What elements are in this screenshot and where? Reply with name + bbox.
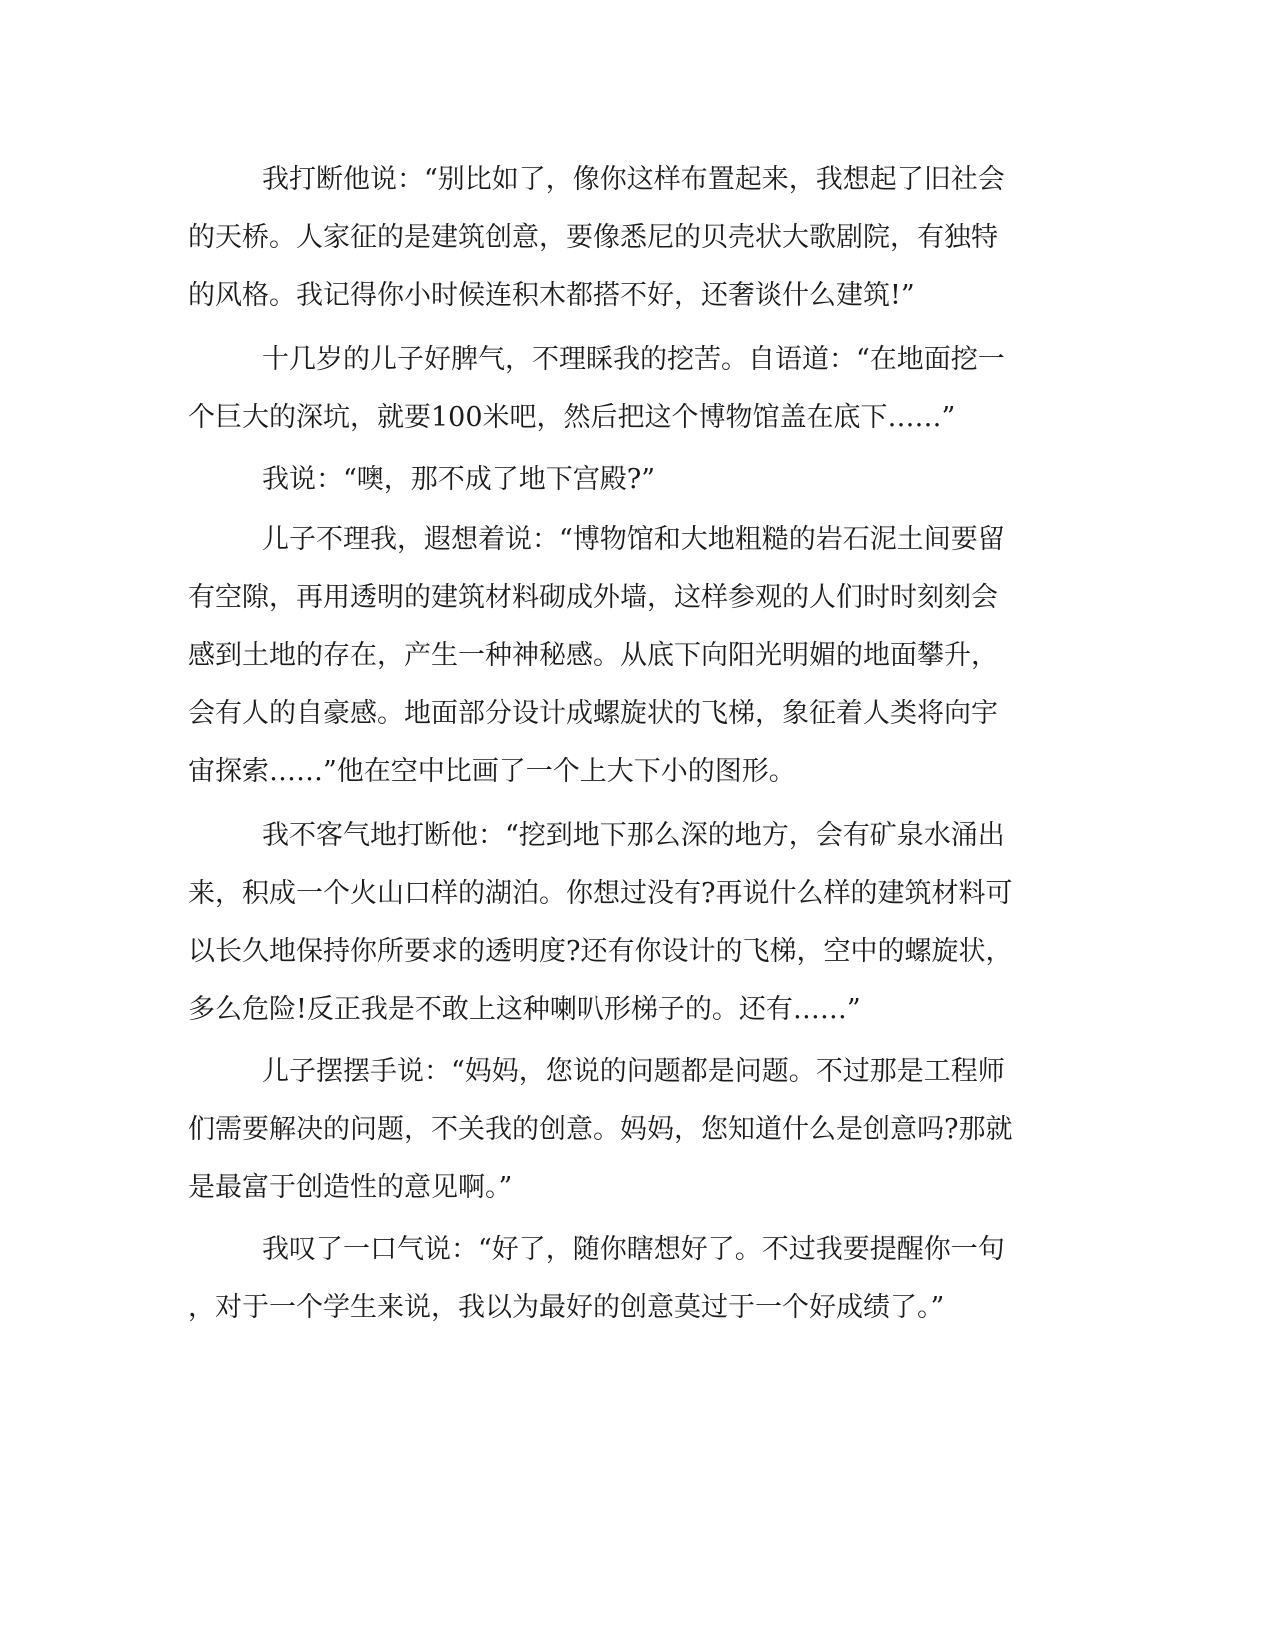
text-line: 会有人的自豪感。地面部分设计成螺旋状的飞梯，象征着人类将向宇 xyxy=(188,698,998,729)
text-line: ，对于一个学生来说，我以为最好的创意莫过于一个好成绩了。” xyxy=(188,1292,945,1323)
text-line: 来，积成一个火山口样的湖泊。你想过没有?再说什么样的建筑材料可 xyxy=(188,878,1013,909)
text-line: 感到土地的存在，产生一种神秘感。从底下向阳光明媚的地面攀升， xyxy=(188,640,998,671)
text-line: 的风格。我记得你小时候连积木都搭不好，还奢谈什么建筑!” xyxy=(188,280,915,311)
text-line: 以长久地保持你所要求的透明度?还有你设计的飞梯，空中的螺旋状， xyxy=(188,936,1013,967)
text-line: 儿子摆摆手说：“妈妈，您说的问题都是问题。不过那是工程师 xyxy=(262,1056,1005,1087)
text-line: 个巨大的深坑，就要100米吧，然后把这个博物馆盖在底下……” xyxy=(188,402,956,433)
text-line: 我打断他说：“别比如了，像你这样布置起来，我想起了旧社会 xyxy=(262,164,1005,195)
text-line: 宙探索……”他在空中比画了一个上大下小的图形。 xyxy=(188,756,796,787)
text-line: 我说：“噢，那不成了地下宫殿?” xyxy=(262,464,656,495)
text-line: 有空隙，再用透明的建筑材料砌成外墙，这样参观的人们时时刻刻会 xyxy=(188,582,998,613)
text-line: 我叹了一口气说：“好了，随你瞎想好了。不过我要提醒你一句 xyxy=(262,1234,1005,1265)
text-line: 是最富于创造性的意见啊。” xyxy=(188,1172,513,1203)
text-line: 们需要解决的问题，不关我的创意。妈妈，您知道什么是创意吗?那就 xyxy=(188,1114,1013,1145)
text-line: 我不客气地打断他：“挖到地下那么深的地方，会有矿泉水涌出 xyxy=(262,820,1005,851)
text-line: 多么危险!反正我是不敢上这种喇叭形梯子的。还有……” xyxy=(188,994,861,1025)
text-line: 的天桥。人家征的是建筑创意，要像悉尼的贝壳状大歌剧院，有独特 xyxy=(188,222,998,253)
text-line: 十几岁的儿子好脾气，不理睬我的挖苦。自语道：“在地面挖一 xyxy=(262,344,1005,375)
text-line: 儿子不理我，遐想着说：“博物馆和大地粗糙的岩石泥土间要留 xyxy=(262,524,1005,555)
